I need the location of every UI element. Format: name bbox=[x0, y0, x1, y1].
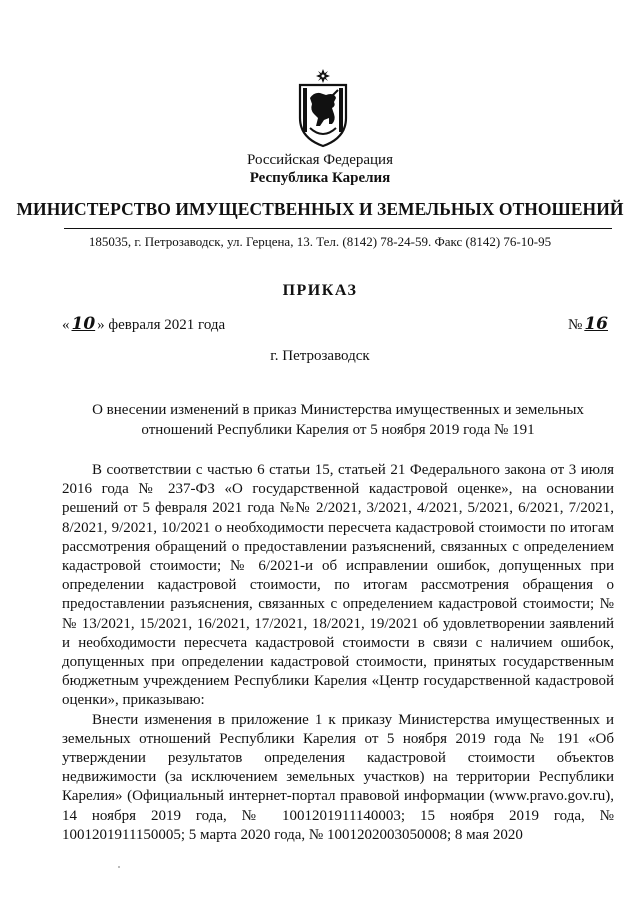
karelia-coat-of-arms-icon bbox=[296, 68, 350, 148]
number-handwritten: 16 bbox=[584, 314, 608, 334]
body-paragraph-amendment: Внести изменения в приложение 1 к приказу Министерства имущественных и земельных отношений Республики Карелия от 5 ноября 2019 года № 191 «Об утверждении результатов определения кадастровой стоимости объектов недвижимости (за исключением земельных участков) на территории Республики Карелия» (Официальный интернет-портал правовой информации (www.pravo.gov.ru), 14 ноября 2019 года, № 1001201911140003; 15 ноября 2019 года, № 1001201911150005; 5 марта 2020 года, № 1001202003050008; 8 мая 2020 bbox=[62, 711, 614, 843]
order-subject: О внесении изменений в приказ Министерства имущественных и земельных отношений Республики Карелия от 5 ноября 2019 года № 191 bbox=[92, 402, 584, 438]
number-sign: № bbox=[568, 317, 583, 333]
country-name: Российская Федерация bbox=[247, 152, 393, 168]
document-title: ПРИКАЗ bbox=[282, 282, 358, 299]
date-open-quote: « bbox=[62, 317, 70, 333]
body-paragraph-preamble: В соответствии с частью 6 статьи 15, статьей 21 Федерального закона от 3 июля 2016 года № 237-ФЗ «О государственной кадастровой оценке», на основании решений от 5 февраля 2021 года №№ 2/2021, 3/2021, 4/2021, 5/2021, 6/2021, 7/2021, 8/2021, 9/2021, 10/2021 о необходимости пересчета кадастровой стоимости по итогам рассмотрения обращений о предоставлении разъяснений, связанных с определением кадастровой стоимости; № 6/2021-и об исправлении ошибок, допущенных при определении кадастровой стоимости, по итогам рассмотрения обращения о предоставлении разъяснения, связанных с определением кадастровой стоимости; №№ 13/2021, 15/2021, 16/2021, 17/2021, 18/2021, 19/2021 об удовлетворении заявлений и необходимости пересчета кадастровой стоимости в связи с наличием ошибок, допущенных при определении кадастровой стоимости, принятых государственным бюджетным учреждением Республики Карелия «Центр государственной кадастровой оценки», приказываю: bbox=[62, 462, 614, 709]
order-city: г. Петрозаводск bbox=[270, 348, 370, 364]
order-number bbox=[568, 314, 610, 334]
date-month-year: » февраля 2021 года bbox=[97, 317, 226, 333]
header-divider bbox=[64, 228, 612, 229]
ministry-address: 185035, г. Петрозаводск, ул. Герцена, 13. Тел. (8142) 78-24-59. Факс (8142) 76-10-95 bbox=[88, 234, 552, 249]
ministry-name: МИНИСТЕРСТВО ИМУЩЕСТВЕННЫХ И ЗЕМЕЛЬНЫХ ОТНОШЕНИЙ bbox=[16, 199, 624, 219]
date-day-handwritten: 10 bbox=[71, 314, 96, 334]
scan-speck bbox=[118, 866, 120, 868]
order-body bbox=[62, 461, 614, 845]
republic-name: Республика Карелия bbox=[249, 170, 391, 186]
order-date bbox=[62, 314, 225, 334]
